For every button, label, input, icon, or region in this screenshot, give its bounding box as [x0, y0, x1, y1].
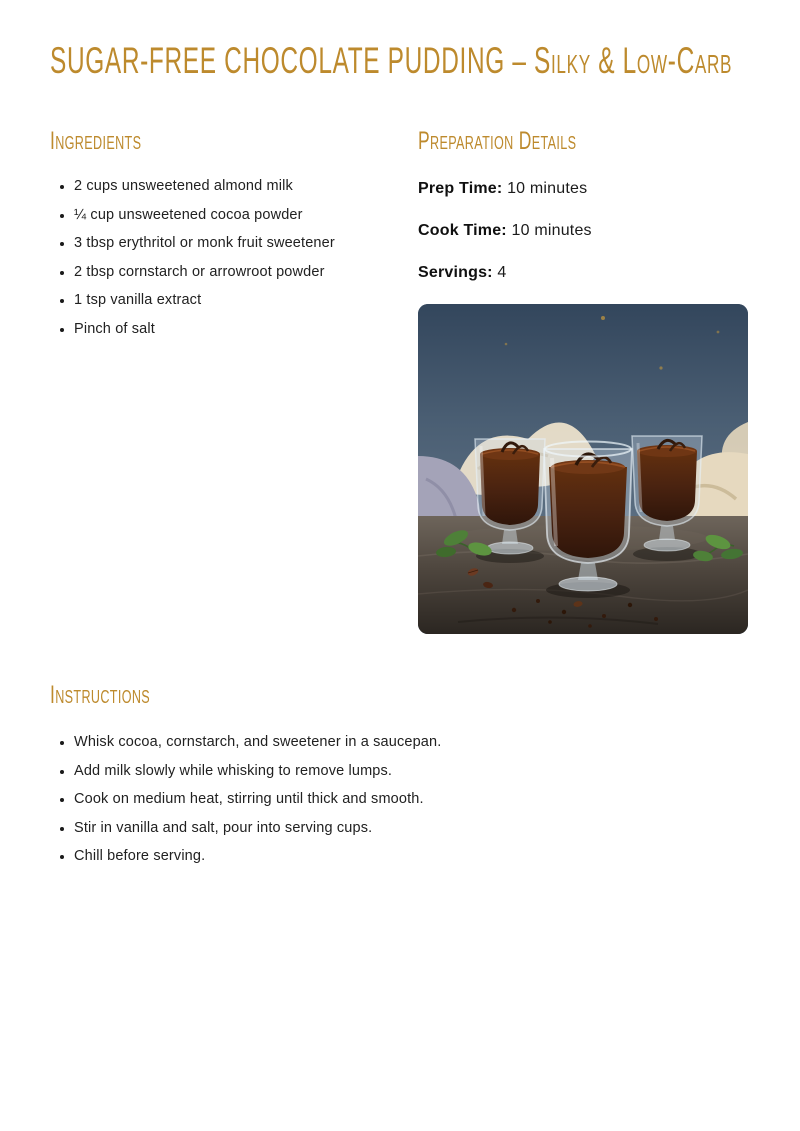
chocolate-pudding-photo-illustration	[418, 304, 748, 634]
instructions-heading: Instructions	[50, 681, 151, 709]
ingredient-item: • Pinch of salt	[74, 320, 418, 338]
ingredient-item: • 2 tbsp cornstarch or arrowroot powder	[74, 263, 418, 281]
ingredient-item: • 1 tsp vanilla extract	[74, 291, 418, 309]
prep-time-row	[418, 179, 748, 198]
prep-time-label: Prep Time:	[418, 180, 503, 197]
instruction-item: • Add milk slowly while whisking to remove lumps.	[74, 762, 748, 780]
cook-time-label: Cook Time:	[418, 222, 507, 239]
ingredient-item: • 2 cups unsweetened almond milk	[74, 177, 418, 195]
ingredients-heading: Ingredients	[50, 127, 142, 155]
instructions-section	[50, 681, 748, 865]
ingredient-item: • ¼ cup unsweetened cocoa powder	[74, 206, 418, 224]
instruction-item: • Chill before serving.	[74, 847, 748, 865]
servings-row	[418, 263, 748, 282]
prep-time-value: 10 minutes	[507, 180, 588, 197]
instruction-item: • Whisk cocoa, cornstarch, and sweetener in a saucepan.	[74, 733, 748, 751]
two-column-layout	[50, 127, 748, 634]
ingredients-list	[50, 177, 418, 338]
ingredient-item: • 3 tbsp erythritol or monk fruit sweetener	[74, 234, 418, 252]
cook-time-row	[418, 221, 748, 240]
instructions-list	[50, 733, 748, 865]
page-title: SUGAR-FREE CHOCOLATE PUDDING – Silky & Low-Carb	[50, 40, 733, 81]
preparation-heading: Preparation Details	[418, 127, 577, 155]
preparation-column	[418, 127, 748, 634]
servings-value: 4	[497, 264, 507, 281]
recipe-photo	[418, 304, 748, 634]
servings-label: Servings:	[418, 264, 493, 281]
instruction-item: • Cook on medium heat, stirring until thick and smooth.	[74, 790, 748, 808]
instruction-item: • Stir in vanilla and salt, pour into serving cups.	[74, 819, 748, 837]
cook-time-value: 10 minutes	[511, 222, 592, 239]
ingredients-column	[50, 127, 418, 634]
